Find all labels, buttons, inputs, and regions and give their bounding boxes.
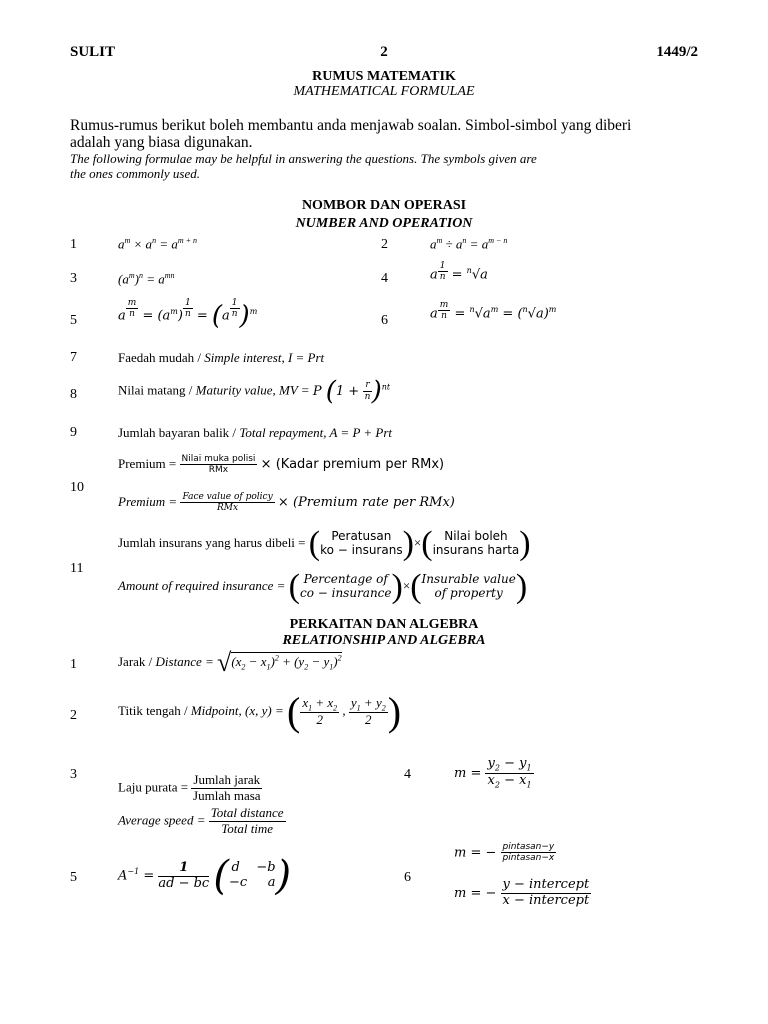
- index-law-fraction: a $^{\frac{m}{n}}$ = $(a^m)$ $^{\frac{1}{n}}$ = (a $^{\frac{1}{n}}$ )$^m$: [118, 297, 258, 331]
- distance-formula: Jarak / Distance = $√(x_2 - x_1)^2 + (y_2 - y_1)^2$: [118, 648, 342, 677]
- index-law-power: $(a^m)^n = a^{mn}$: [118, 271, 175, 287]
- total-repayment-formula: Jumlah bayaran balik / Total repayment, A = P + Prt: [118, 425, 393, 440]
- formula-number: 4: [404, 767, 411, 782]
- formula-number: 9: [70, 425, 77, 440]
- gradient-formula: m = $\frac{y_2 - y_1}{x_2 - x_1}$: [454, 756, 532, 790]
- section2-english: RELATIONSHIP AND ALGEBRA: [282, 633, 486, 648]
- formula-number: 6: [381, 313, 388, 328]
- formula-number: 8: [70, 387, 77, 402]
- formula-number: 3: [70, 767, 77, 782]
- average-speed-english: Average speed = $\frac{\text{Total distance}}{\text{Total time}}$: [118, 805, 284, 836]
- intro-malay-line2: adalah yang biasa digunakan.: [70, 134, 253, 151]
- insurance-formula-english: Amount of required insurance = ( Percentage of co − insurance )×( Insurable value of property ): [118, 568, 528, 605]
- intro-english-line2: the ones commonly used.: [70, 166, 200, 181]
- formula-number: 11: [70, 561, 84, 576]
- title-malay: RUMUS MATEMATIK: [312, 69, 456, 84]
- average-speed-malay: Laju purata = $\frac{\text{Jumlah jarak}}{\text{Jumlah masa}}$: [118, 772, 261, 803]
- formula-number: 2: [70, 708, 77, 723]
- midpoint-formula: Titik tengah / Midpoint, (x, y) = ( $\frac{x_1 + x_2}{2}$ , $\frac{y_1 + y_2}{2}$ ): [118, 689, 402, 734]
- formula-number: 2: [381, 237, 388, 252]
- section1-english: NUMBER AND OPERATION: [295, 216, 473, 231]
- header-right: 1449/2: [656, 44, 698, 60]
- premium-formula-malay: Premium = $\frac{\text{Nilai muka polisi}}{\text{RMx}}$ × (Kadar premium per RMx): [118, 454, 445, 476]
- formula-number: 1: [70, 657, 77, 672]
- formula-number: 6: [404, 870, 411, 885]
- simple-interest-formula: Faedah mudah / Simple interest, I = Prt: [118, 350, 325, 365]
- index-law-fraction-root: a $^{\frac{m}{n}}$ = $^n√a^m = (^n√a)^m$: [430, 299, 557, 322]
- inverse-matrix-formula: $A^{-1}$ = $\frac{1}{ad - bc}$ ( d −b −c a ): [118, 853, 292, 899]
- formula-number: 1: [70, 237, 77, 252]
- formula-number: 5: [70, 313, 77, 328]
- formula-number: 5: [70, 870, 77, 885]
- formula-number: 3: [70, 271, 77, 286]
- gradient-intercept-english: m = − $\frac{\text{y − intercept}}{\text{x − intercept}}$: [454, 877, 590, 908]
- formula-number: 7: [70, 350, 77, 365]
- header-left: SULIT: [70, 44, 116, 60]
- maturity-value-formula: Nilai matang / Maturity value, MV = P (1 + $\frac{r}{n}$ )$^{nt}$: [118, 376, 391, 406]
- intro-malay-line1: Rumus-rumus berikut boleh membantu anda menjawab soalan. Simbol-simbol yang diberi: [70, 117, 632, 134]
- title-english: MATHEMATICAL FORMULAE: [293, 84, 475, 99]
- index-law-multiply: $a^m \times a^n = a^{m + n}$: [118, 236, 198, 252]
- premium-formula-english: Premium = $\frac{\text{Face value of policy}}{\text{RMx}}$ × (Premium rate per RMx): [118, 492, 455, 514]
- formula-number: 4: [381, 271, 388, 286]
- page-number: 2: [380, 44, 388, 60]
- intro-english-line1: The following formulae may be helpful in answering the questions. The symbols given are: [70, 151, 537, 166]
- formula-number: 10: [70, 480, 84, 495]
- section2-malay: PERKAITAN DAN ALGEBRA: [289, 617, 479, 632]
- index-law-divide: $a^m \div a^n = a^{m - n}$: [430, 236, 508, 252]
- gradient-intercept-malay: m = − $\frac{\text{pintasan−y}}{\text{pintasan−x}}$: [454, 842, 555, 864]
- insurance-formula-malay: Jumlah insurans yang harus dibeli = ( Peratusan ko − insurans )×( Nilai boleh insurans harta ): [118, 525, 531, 562]
- index-law-root: a $^{\frac{1}{n}}$ = $^n$√a: [430, 260, 488, 283]
- section1-malay: NOMBOR DAN OPERASI: [301, 198, 467, 213]
